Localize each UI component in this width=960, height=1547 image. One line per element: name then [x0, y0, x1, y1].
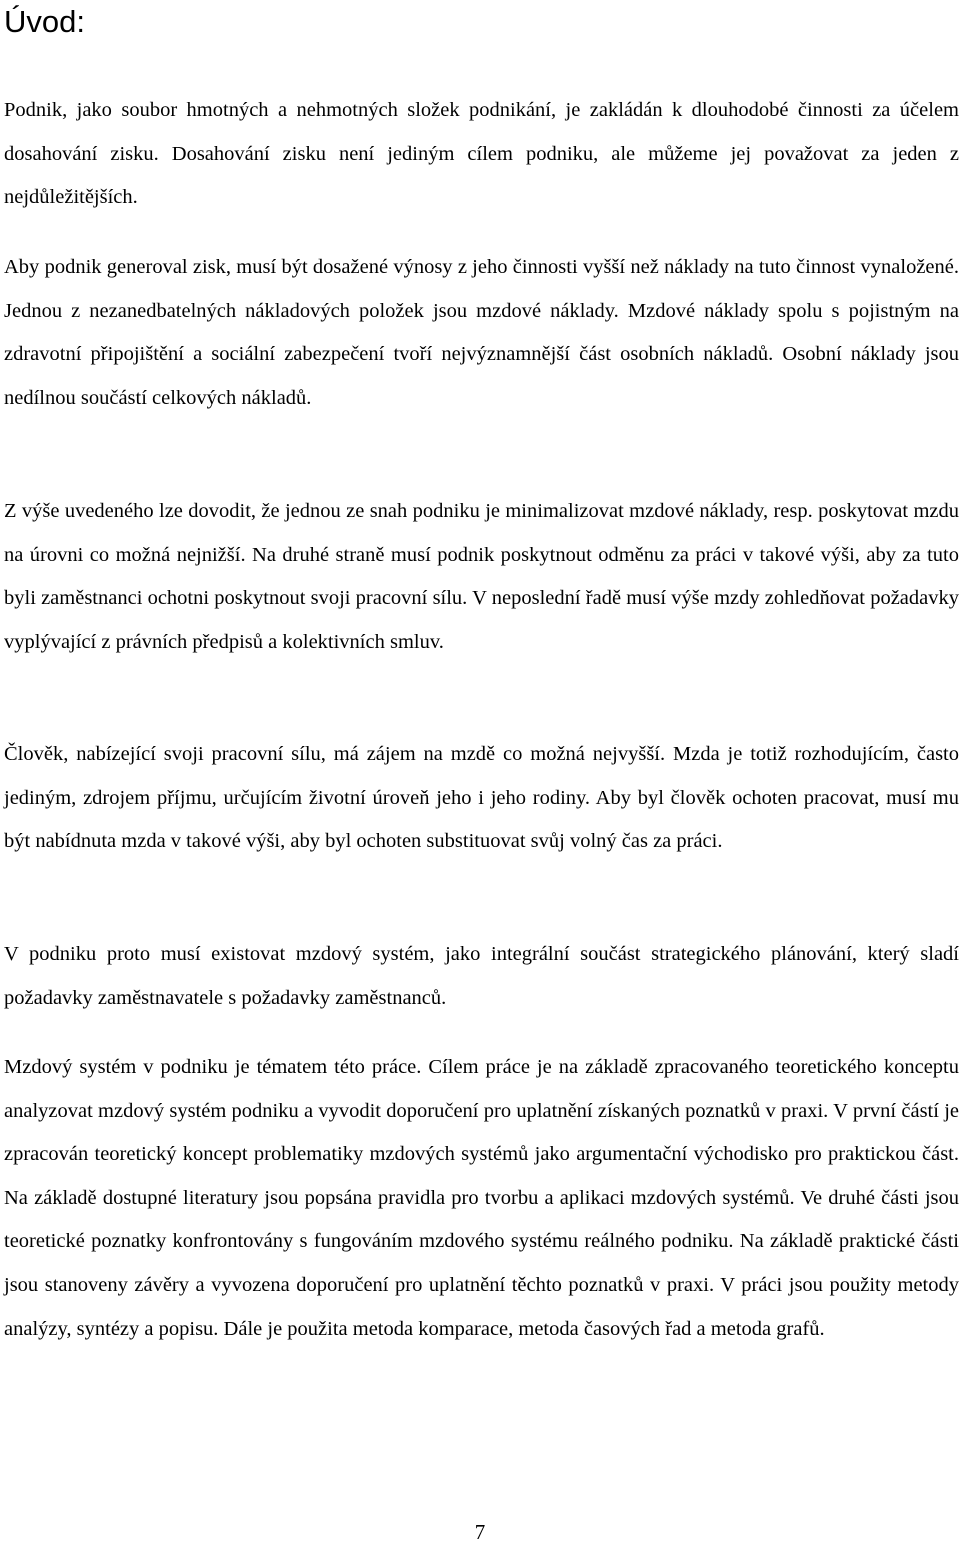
paragraph-2: Aby podnik generoval zisk, musí být dosažené výnosy z jeho činnosti vyšší než náklady na tuto činnost vynaložené. Jednou z nezanedbatelných nákladových položek jsou mzdové náklady. Mzdové náklady spolu s pojistným na zdravotní připojištění a sociální zabezpečení tvoří nejvýznamnější část osobních nákladů. Osobní náklady jsou nedílnou součástí celkových nákladů. [4, 256, 959, 409]
paragraph-4: Člověk, nabízející svoji pracovní sílu, má zájem na mzdě co možná nejvyšší. Mzda je totiž rozhodujícím, často jediným, zdrojem příjmu, určujícím životní úroveň jeho i jeho rodiny. Aby byl člověk ochoten pracovat, musí mu být nabídnuta mzda v takové výši, aby byl ochoten substituovat svůj volný čas za práci. [4, 743, 959, 853]
section-heading: Úvod: [4, 4, 85, 39]
paragraph-5: V podniku proto musí existovat mzdový systém, jako integrální součást strategického plánování, který sladí požadavky zaměstnavatele s požadavky zaměstnanců. [4, 943, 959, 1009]
paragraph-1: Podnik, jako soubor hmotných a nehmotných složek podnikání, je zakládán k dlouhodobé činnosti za účelem dosahování zisku. Dosahování zisku není jediným cílem podniku, ale můžeme jej považovat za jeden z nejdůležitějších. [4, 99, 959, 209]
paragraph-3: Z výše uvedeného lze dovodit, že jednou ze snah podniku je minimalizovat mzdové náklady, resp. poskytovat mzdu na úrovni co možná nejnižší. Na druhé straně musí podnik poskytnout odměnu za práci v takové výši, aby za tuto byli zaměstnanci ochotni poskytnout svoji pracovní sílu. V neposlední řadě musí výše mzdy zohledňovat požadavky vyplývající z právních předpisů a kolektivních smluv. [4, 500, 959, 653]
page-number: 7 [474, 1520, 486, 1544]
paragraph-6: Mzdový systém v podniku je tématem této práce. Cílem práce je na základě zpracovaného teoretického konceptu analyzovat mzdový systém podniku a vyvodit doporučení pro uplatnění získaných poznatků v praxi. V první částí je zpracován teoretický koncept problematiky mzdových systémů jako argumentační východisko pro praktickou část. Na základě dostupné literatury jsou popsána pravidla pro tvorbu a aplikaci mzdových systémů. Ve druhé části jsou teoretické poznatky konfrontovány s fungováním mzdového systému reálného podniku. Na základě praktické části jsou stanoveny závěry a vyvozena doporučení pro uplatnění těchto poznatků v praxi. V práci jsou použity metody analýzy, syntézy a popisu. Dále je použita metoda komparace, metoda časových řad a metoda grafů. [4, 1056, 959, 1340]
